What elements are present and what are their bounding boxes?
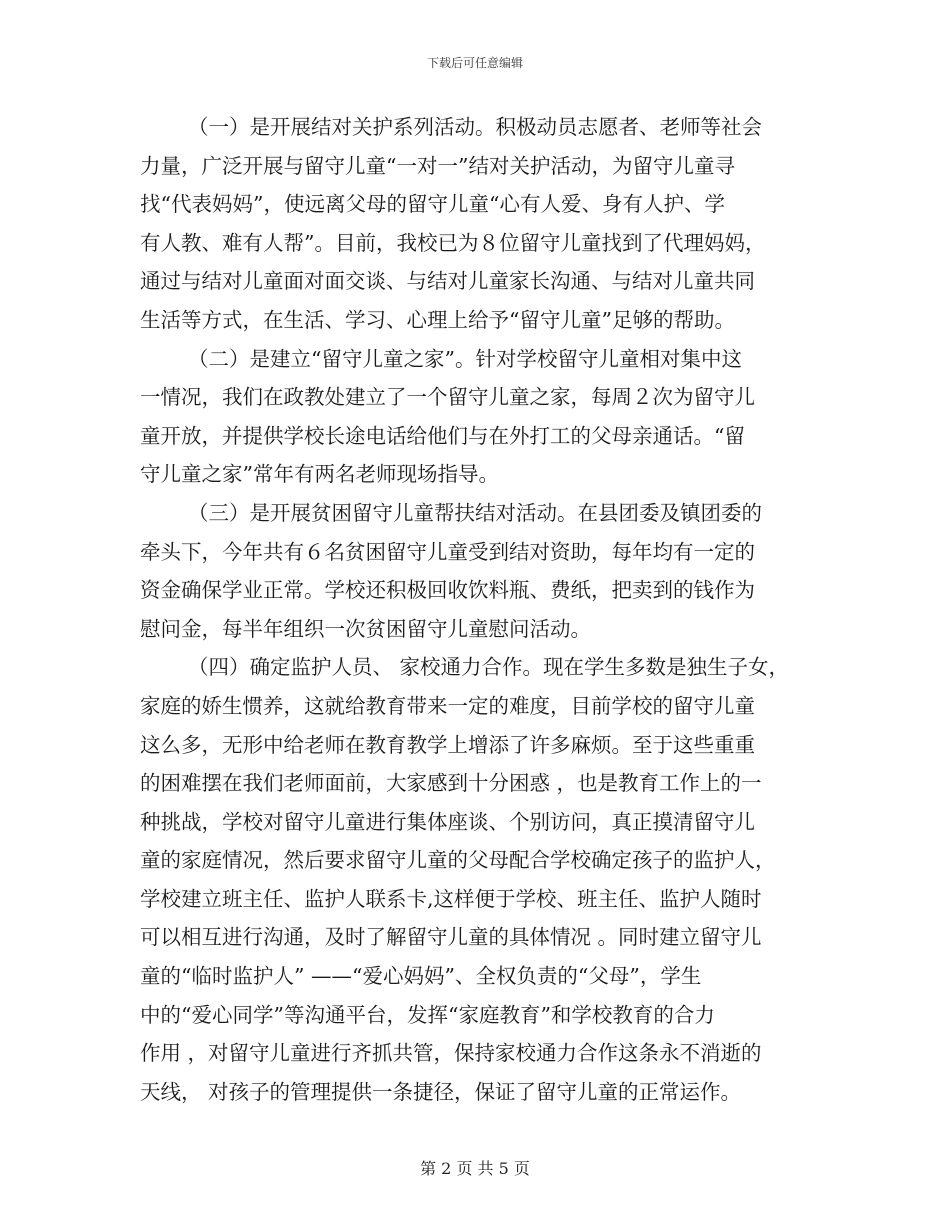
paragraph-3-line: 牵头下，今年共有６名贫困留守儿童受到结对资助，每年均有一定的 <box>140 539 755 564</box>
paragraph-1-line: （一）是开展结对关护系列活动。积极动员志愿者、老师等社会 <box>188 115 762 139</box>
paragraph-2-line: 童开放，并提供学校长途电话给他们与在外打工的父母亲通话。“留 <box>140 423 745 448</box>
paragraph-2-line: 守儿童之家”常年有两名老师现场指导。 <box>140 462 499 487</box>
paragraph-2-line: （二）是建立“留守儿童之家”。针对学校留守儿童相对集中这 <box>188 346 742 371</box>
paragraph-3-line: 慰问金，每半年组织一次贫困留守儿童慰问活动。 <box>140 616 591 641</box>
paragraph-4-line: 天线， 对孩子的管理提供一条捷径，保证了留守儿童的正常运作。 <box>140 1079 742 1104</box>
header-note: 下载后可任意编辑 <box>426 56 523 70</box>
paragraph-4-line: 这么多，无形中给老师在教育教学上增添了许多麻烦。至于这些重重 <box>140 732 755 757</box>
page-number: 第 2 页 共 5 页 <box>420 1159 530 1178</box>
paragraph-4-line: 的困难摆在我们老师面前，大家感到十分困惑 ，也是教育工作上的一 <box>140 771 762 796</box>
paragraph-3-line: （三）是开展贫困留守儿童帮扶结对活动。在县团委及镇团委的 <box>188 500 762 525</box>
paragraph-4-line: 家庭的娇生惯养，这就给教育带来一定的难度，目前学校的留守儿童 <box>140 693 755 718</box>
paragraph-1-line: 生活等方式，在生活、学习、心理上给予“留守儿童”足够的帮助。 <box>140 307 735 332</box>
paragraph-1-line: 找“代表妈妈”，使远离父母的留守儿童“心有人爱、身有人护、学 <box>140 192 725 217</box>
paragraph-4-line: 童的家庭情况，然后要求留守儿童的父母配合学校确定孩子的监护人， <box>140 848 776 873</box>
paragraph-4-line: 学校建立班主任、监护人联系卡,这样便于学校、班主任、监护人随时 <box>140 886 762 911</box>
paragraph-4-line: 童的“临时监护人” ——“爱心妈妈”、全权负责的“父母”，学生 <box>140 964 702 989</box>
paragraph-4-line: 中的“爱心同学”等沟通平台，发挥“家庭教育”和学校教育的合力 <box>140 1002 715 1027</box>
paragraph-1-line: 有人教、难有人帮”。目前，我校已为８位留守儿童找到了代理妈妈， <box>140 230 766 255</box>
paragraph-2-line: 一情况，我们在政教处建立了一个留守儿童之家，每周２次为留守儿 <box>140 385 755 410</box>
document-body <box>140 108 830 1111</box>
paragraph-4-line: （四）确定监护人员、 家校通力合作。现在学生多数是独生子女， <box>188 655 790 680</box>
paragraph-3-line: 资金确保学业正常。学校还积极回收饮料瓶、费纸，把卖到的钱作为 <box>140 578 755 603</box>
paragraph-1-line: 通过与结对儿童面对面交谈、与结对儿童家长沟通、与结对儿童共同 <box>140 269 755 294</box>
paragraph-1-line: 力量，广泛开展与留守儿童“一对一”结对关护活动，为留守儿童寻 <box>140 153 735 178</box>
paragraph-4-line: 作用 ，对留守儿童进行齐抓共管，保持家校通力合作这条永不消逝的 <box>140 1041 762 1066</box>
paragraph-4-line: 可以相互进行沟通，及时了解留守儿童的具体情况 。同时建立留守儿 <box>140 925 762 950</box>
paragraph-4-line: 种挑战，学校对留守儿童进行集体座谈、个别访问，真正摸清留守儿 <box>140 809 755 834</box>
